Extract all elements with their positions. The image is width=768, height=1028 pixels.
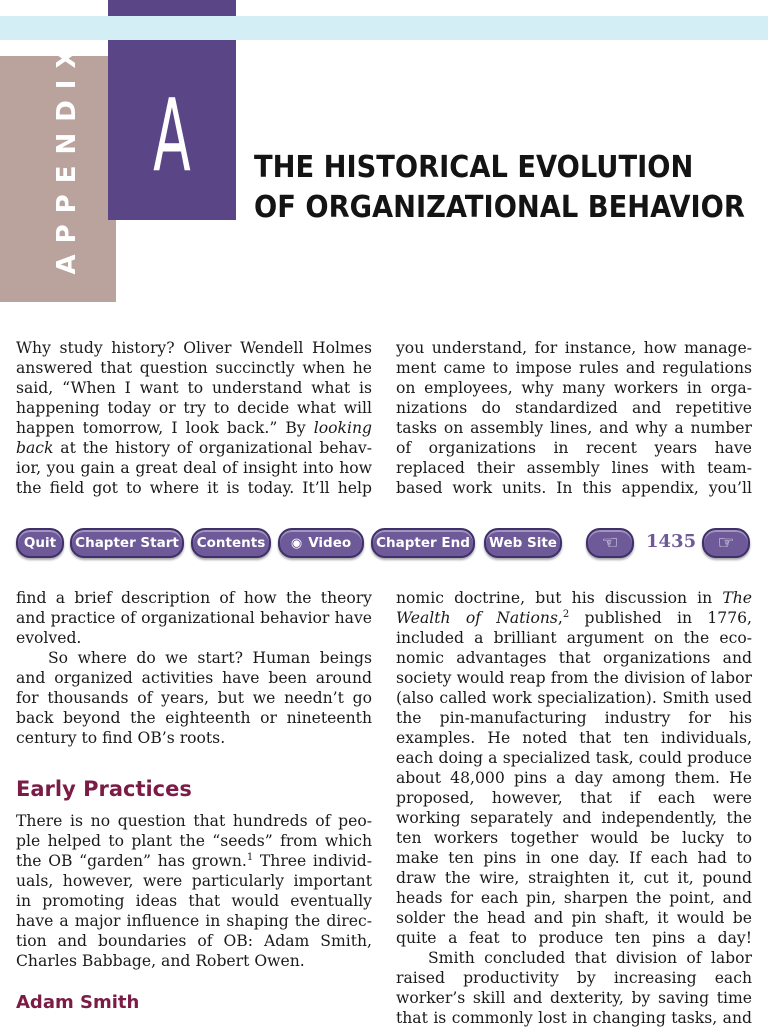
- navigation-bar: [0, 526, 768, 560]
- appendix-label: APPENDIX: [52, 37, 82, 275]
- early-practices-column: [16, 811, 372, 971]
- previous-page-button[interactable]: [586, 528, 634, 558]
- intro-left-column: [16, 338, 372, 498]
- video-camera-icon: ◉: [290, 536, 303, 551]
- title-line-1: THE HISTORICAL EVOLUTION: [254, 150, 694, 185]
- pointing-hand-right-icon: ☞: [717, 532, 735, 554]
- intro-right-paragraph: you understand, for instance, how management came to impose rules and regulations on employees, why many workers in organizations do standardized and repetitive tasks on assembly lines, and why a number of organizations in recent years have replaced their assembly lines with team-based work units. In this appendix, you’ll: [396, 339, 752, 497]
- early-practices-paragraph: There is no question that hundreds of people helped to plant the “seeds” from which the OB “garden” has grown.$^1$ Three individuals, however, were particularly important in promoting ideas that would eventually have a major influence in shaping the direction and boundaries of OB: Adam Smith, Charles Babbage, and Robert Owen.: [16, 812, 372, 970]
- next-page-button[interactable]: [702, 528, 750, 558]
- pointing-hand-left-icon: ☜: [601, 532, 619, 554]
- intro-right-column: [396, 338, 752, 498]
- quit-button[interactable]: Quit: [16, 528, 64, 558]
- body-left-column: [16, 588, 372, 748]
- body-right-paragraph-1: nomic doctrine, but his discussion in The Wealth of Nations,$^2$ published in 1776, included a brilliant argument on the economic advantages that organizations and society would reap from the division of labor (also called work specialization). Smith used the pin-manufacturing industry for his examples. He noted that ten individuals, each doing a specialized task, could produce about 48,000 pins a day among them. He proposed, however, that if each were working separately and independently, the ten workers together would be lucky to make ten pins in one day. If each had to draw the wire, straighten it, cut it, pound heads for each pin, sharpen the point, and solder the head and pin shaft, it would be quite a feat to produce ten pins a day!: [396, 589, 753, 947]
- early-practices-heading: Early Practices: [16, 777, 192, 801]
- body-right-paragraph-2: Smith concluded that division of labor raised productivity by increasing each worker’s skill and dexterity, by saving time that is commonly lost in changing tasks, and: [396, 949, 752, 1027]
- body-left-paragraph-1: find a brief description of how the theory and practice of organizational behavior have evolved.: [16, 589, 372, 647]
- footnote-1: 1: [246, 852, 254, 863]
- body-right-column: [396, 588, 752, 1028]
- contents-button[interactable]: Contents: [191, 528, 271, 558]
- chapter-end-button[interactable]: Chapter End: [371, 528, 475, 558]
- page-number: 1435: [646, 531, 697, 552]
- footnote-2: 2: [562, 609, 570, 620]
- page-title: [254, 148, 745, 228]
- chapter-start-button[interactable]: Chapter Start: [70, 528, 184, 558]
- title-line-2: OF ORGANIZATIONAL BEHAVIOR: [254, 190, 745, 225]
- top-color-band: [0, 16, 768, 40]
- web-site-button[interactable]: Web Site: [484, 528, 562, 558]
- adam-smith-heading: Adam Smith: [16, 992, 140, 1013]
- purple-tab: [108, 0, 236, 16]
- body-left-paragraph-2: So where do we start? Human beings and organized activities have been around for thousands of years, but we needn’t go back beyond the eighteenth or nineteenth century to find OB’s roots.: [16, 649, 372, 747]
- appendix-letter: A: [153, 77, 191, 194]
- intro-left-paragraph: Why study history? Oliver Wendell Holmes answered that question succinctly when he said, “When I want to understand what is happening today or try to decide what will happen tomorrow, I look back.” By looking back at the history of organizational behavior, you gain a great deal of insight into how the field got to where it is today. It’ll help: [16, 339, 372, 497]
- video-button[interactable]: ◉ Video: [278, 528, 364, 558]
